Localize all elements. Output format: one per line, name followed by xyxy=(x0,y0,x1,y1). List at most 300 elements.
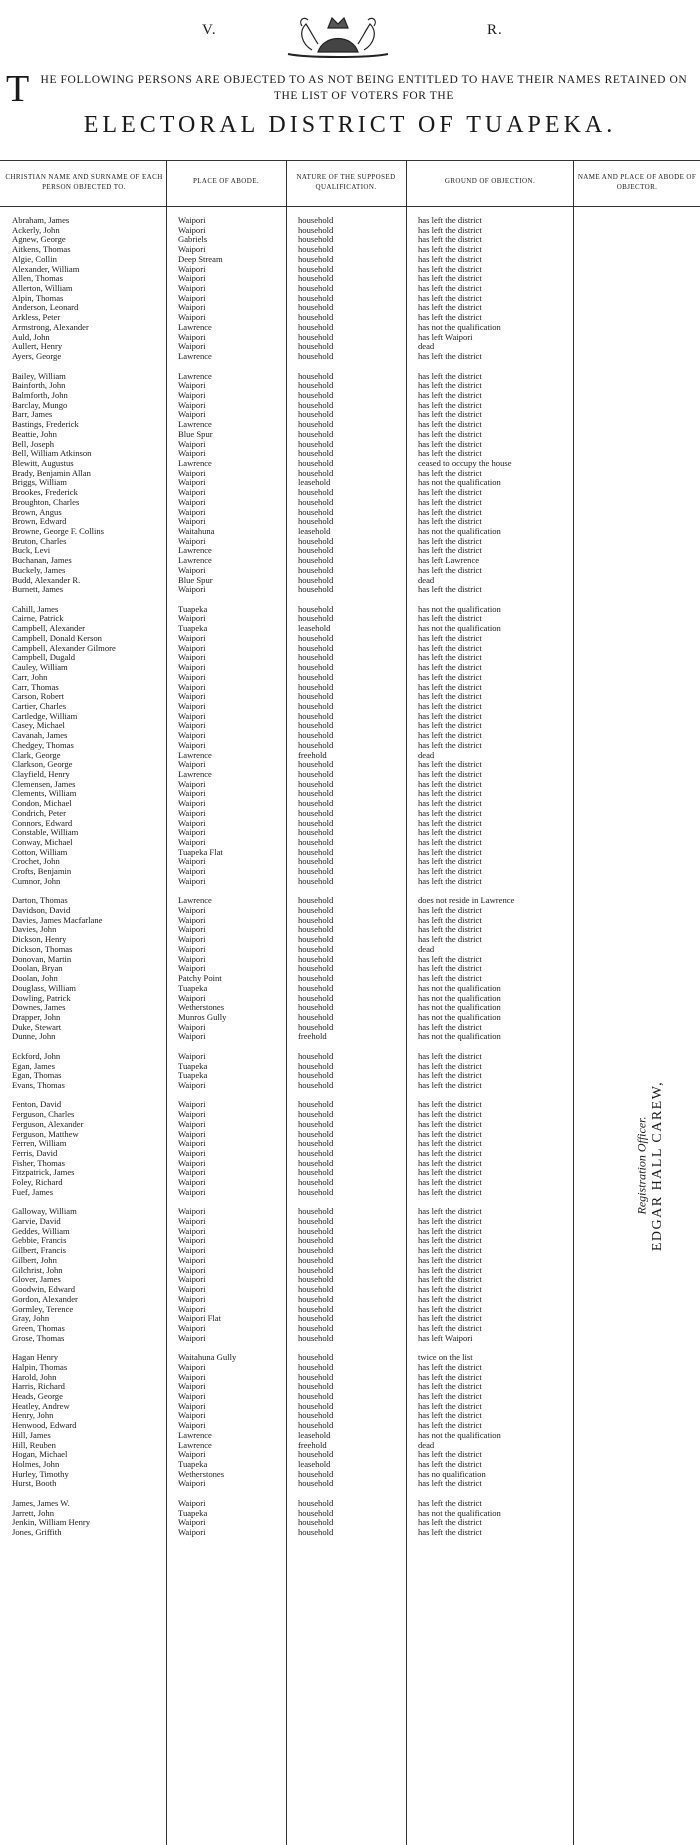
voter-name: Campbell, Alexander Gilmore xyxy=(12,643,116,653)
qualification: household xyxy=(298,1265,334,1275)
ground-of-objection: has left the district xyxy=(418,245,482,255)
table-row xyxy=(0,1450,700,1460)
qualification: household xyxy=(298,284,334,294)
table-row xyxy=(0,663,700,673)
table-row xyxy=(0,255,700,265)
voter-name: Dickson, Henry xyxy=(12,935,67,945)
voter-name: Ayers, George xyxy=(12,352,62,362)
place-of-abode: Waipori xyxy=(178,1498,206,1508)
page-header xyxy=(0,0,700,150)
table-row xyxy=(0,702,700,712)
place-of-abode: Waipori xyxy=(178,1187,206,1197)
voter-name: Darton, Thomas xyxy=(12,896,68,906)
place-of-abode: Waipori xyxy=(178,1149,206,1158)
ground-of-objection: has left the district xyxy=(418,1314,482,1324)
place-of-abode: Lawrence xyxy=(178,750,212,760)
table-row xyxy=(0,809,700,819)
place-of-abode: Waipori xyxy=(178,565,206,575)
place-of-abode: Waipori xyxy=(178,614,206,624)
table-row xyxy=(0,857,700,867)
place-of-abode: Waipori xyxy=(178,915,206,925)
ground-of-objection: has left the district xyxy=(418,1479,482,1489)
table-row xyxy=(0,498,700,508)
ground-of-objection: dead xyxy=(418,575,435,585)
place-of-abode: Waipori xyxy=(178,1333,206,1343)
qualification: household xyxy=(298,410,334,420)
ground-of-objection: has left the district xyxy=(418,1518,482,1528)
qualification: household xyxy=(298,682,334,692)
qualification: household xyxy=(298,332,334,342)
ground-of-objection: has left the district xyxy=(418,1022,482,1032)
voter-name: Henwood, Edward xyxy=(12,1421,77,1431)
place-of-abode: Lawrence xyxy=(178,1440,212,1450)
voter-name: Ferren, William xyxy=(12,1139,67,1149)
ground-of-objection: has left the district xyxy=(418,565,482,575)
place-of-abode: Waipori xyxy=(178,1450,206,1460)
qualification: household xyxy=(298,381,334,391)
place-of-abode: Waipori xyxy=(178,1207,206,1217)
voter-name: Condrich, Peter xyxy=(12,808,66,818)
qualification: household xyxy=(298,721,334,731)
table-row xyxy=(0,391,700,401)
place-of-abode: Waipori xyxy=(178,954,206,964)
group-spacer xyxy=(0,362,700,372)
voter-name: Drapper, John xyxy=(12,1012,61,1022)
qualification: household xyxy=(298,935,334,945)
voter-name: Davies, James Macfarlane xyxy=(12,915,103,925)
ground-of-objection: does not reside in Lawrence xyxy=(418,896,515,906)
qualification: household xyxy=(298,974,334,984)
qualification: household xyxy=(298,1323,334,1333)
place-of-abode: Waipori xyxy=(178,672,206,682)
place-of-abode: Waipori xyxy=(178,701,206,711)
right-initial: R. xyxy=(487,22,503,38)
qualification: household xyxy=(298,1158,334,1168)
voter-name: Gilchrist, John xyxy=(12,1265,63,1275)
ground-of-objection: has left the district xyxy=(418,235,482,245)
qualification: household xyxy=(298,536,334,546)
column-header-name: CHRISTIAN NAME AND SURNAME OF EACH PERSON OBJECTED TO. xyxy=(5,173,163,191)
place-of-abode: Wetherstones xyxy=(178,1003,225,1013)
table-row xyxy=(0,1324,700,1334)
place-of-abode: Waipori xyxy=(178,740,206,750)
table-row xyxy=(0,848,700,858)
table-row xyxy=(0,1023,700,1033)
place-of-abode: Waipori xyxy=(178,760,206,770)
table-row xyxy=(0,1256,700,1266)
qualification: household xyxy=(298,1051,334,1061)
ground-of-objection: has left the district xyxy=(418,1110,482,1120)
voter-name: Clarkson, George xyxy=(12,760,73,770)
ground-of-objection: has left the district xyxy=(418,400,482,410)
ground-of-objection: has left the district xyxy=(418,653,482,663)
table-row xyxy=(0,653,700,663)
ground-of-objection: has not the qualification xyxy=(418,624,501,634)
qualification: household xyxy=(298,1061,334,1071)
place-of-abode: Waipori xyxy=(178,1158,206,1168)
ground-of-objection: has left Lawrence xyxy=(418,556,480,566)
voter-name: Budd, Alexander R. xyxy=(12,575,81,585)
voter-name: Browne, George F. Collins xyxy=(12,527,105,536)
place-of-abode: Waipori xyxy=(178,1372,206,1382)
qualification: household xyxy=(298,488,334,498)
place-of-abode: Tuapeka xyxy=(178,1071,208,1081)
ground-of-objection: has left the district xyxy=(418,1080,482,1090)
place-of-abode: Waipori xyxy=(178,993,206,1003)
ground-of-objection: has not the qualification xyxy=(418,527,501,536)
qualification: household xyxy=(298,867,334,877)
voter-name: Foley, Richard xyxy=(12,1178,63,1188)
place-of-abode: Waipori xyxy=(178,1129,206,1139)
qualification: leasehold xyxy=(298,624,331,634)
place-of-abode: Waipori xyxy=(178,303,206,313)
qualification: household xyxy=(298,303,334,313)
voter-name: Chedgey, Thomas xyxy=(12,740,74,750)
ground-of-objection: has left the district xyxy=(418,468,482,478)
table-row xyxy=(0,372,700,382)
ground-of-objection: has left the district xyxy=(418,808,482,818)
place-of-abode: Waipori xyxy=(178,1294,206,1304)
voter-name: Bastings, Frederick xyxy=(12,420,79,430)
table-row xyxy=(0,537,700,547)
ground-of-objection: has left the district xyxy=(418,1178,482,1188)
qualification: household xyxy=(298,769,334,779)
voter-name: Henry, John xyxy=(12,1411,54,1421)
place-of-abode: Waipori xyxy=(178,1168,206,1178)
place-of-abode: Waipori xyxy=(178,925,206,935)
voter-name: Gray, John xyxy=(12,1314,50,1324)
ground-of-objection: has left the district xyxy=(418,633,482,643)
intro-line: HE FOLLOWING PERSONS ARE OBJECTED TO AS NOT BEING ENTITLED TO HAVE THEIR NAMES RETAINED ON THE LIST OF VOTERS FOR THE xyxy=(40,74,688,102)
qualification: household xyxy=(298,264,334,274)
qualification: household xyxy=(298,1207,334,1217)
place-of-abode: Waipori xyxy=(178,935,206,945)
ground-of-objection: has left the district xyxy=(418,1236,482,1246)
ground-of-objection: has not the qualification xyxy=(418,1003,501,1013)
place-of-abode: Waipori xyxy=(178,488,206,498)
voter-name: Davidson, David xyxy=(12,906,71,916)
voter-name: Crofts, Benjamin xyxy=(12,867,72,877)
qualification: household xyxy=(298,731,334,741)
place-of-abode: Waipori xyxy=(178,867,206,877)
qualification: household xyxy=(298,1100,334,1110)
qualification: household xyxy=(298,1333,334,1343)
place-of-abode: Waipori xyxy=(178,390,206,400)
ground-of-objection: has not the qualification xyxy=(418,983,501,993)
ground-of-objection: has left the district xyxy=(418,682,482,692)
ground-of-objection: has left the district xyxy=(418,1149,482,1158)
place-of-abode: Waipori xyxy=(178,400,206,410)
table-row xyxy=(0,1314,700,1324)
place-of-abode: Waipori xyxy=(178,643,206,653)
place-of-abode: Waipori xyxy=(178,653,206,663)
ground-of-objection: has left the district xyxy=(418,828,482,838)
ground-of-objection: has left the district xyxy=(418,1226,482,1236)
place-of-abode: Waipori xyxy=(178,1479,206,1489)
place-of-abode: Tuapeka Flat xyxy=(178,847,223,857)
ground-of-objection: has left the district xyxy=(418,1168,482,1178)
ground-of-objection: has left the district xyxy=(418,1071,482,1081)
place-of-abode: Waipori xyxy=(178,216,206,225)
qualification: household xyxy=(298,633,334,643)
ground-of-objection: has left the district xyxy=(418,964,482,974)
table-top-rule xyxy=(0,160,700,161)
place-of-abode: Waipori xyxy=(178,410,206,420)
voter-name: Cahill, James xyxy=(12,604,59,614)
table-row xyxy=(0,1382,700,1392)
voter-name: Brown, Angus xyxy=(12,507,62,517)
place-of-abode: Waipori xyxy=(178,274,206,284)
table-row xyxy=(0,614,700,624)
table-row xyxy=(0,731,700,741)
table-row xyxy=(0,974,700,984)
place-of-abode: Waipori xyxy=(178,1110,206,1120)
table-row xyxy=(0,1207,700,1217)
ground-of-objection: has left Waipori xyxy=(418,1333,473,1343)
place-of-abode: Waipori xyxy=(178,1178,206,1188)
group-spacer xyxy=(0,1091,700,1101)
voter-name: Campbell, Dugald xyxy=(12,653,76,663)
table-row xyxy=(0,605,700,615)
place-of-abode: Waipori xyxy=(178,682,206,692)
page-title: ELECTORAL DISTRICT OF TUAPEKA. xyxy=(83,112,617,138)
voter-name: Hurst, Booth xyxy=(12,1479,57,1489)
voter-name: Allen, Thomas xyxy=(12,274,63,284)
voter-name: Cotton, William xyxy=(12,847,68,857)
table-row xyxy=(0,420,700,430)
qualification: household xyxy=(298,1518,334,1528)
voter-name: Campbell, Alexander xyxy=(12,624,86,634)
voter-name: Holmes, John xyxy=(12,1460,60,1469)
voter-name: Buck, Levi xyxy=(12,546,51,556)
qualification: household xyxy=(298,1139,334,1149)
qualification: household xyxy=(298,808,334,818)
qualification: household xyxy=(298,1382,334,1392)
place-of-abode: Waipori xyxy=(178,876,206,886)
voter-name: Jarrett, John xyxy=(12,1508,55,1518)
voter-name: Alexander, William xyxy=(12,264,80,274)
voter-name: Heatley, Andrew xyxy=(12,1401,70,1411)
table-row xyxy=(0,867,700,877)
ground-of-objection: has left the district xyxy=(418,517,482,527)
ground-of-objection: has left the district xyxy=(418,381,482,391)
voter-name: Heads, George xyxy=(12,1391,63,1401)
table-row xyxy=(0,556,700,566)
voter-name: Allerton, William xyxy=(12,284,73,294)
group-spacer xyxy=(0,1198,700,1208)
voter-name: Fuef, James xyxy=(12,1187,54,1197)
ground-of-objection: has left the district xyxy=(418,1265,482,1275)
table-row xyxy=(0,780,700,790)
voter-name: Clark, George xyxy=(12,750,61,760)
qualification: household xyxy=(298,1246,334,1256)
qualification: household xyxy=(298,1362,334,1372)
table-row xyxy=(0,469,700,479)
voter-name: Abraham, James xyxy=(12,216,70,225)
voter-name: Barclay, Mungo xyxy=(12,400,68,410)
voter-name: Casey, Michael xyxy=(12,721,65,731)
table-row xyxy=(0,478,700,488)
voter-name: Davies, John xyxy=(12,925,57,935)
voter-name: Jones, Griffith xyxy=(12,1528,62,1538)
ground-of-objection: has left the district xyxy=(418,303,482,313)
table-row xyxy=(0,284,700,294)
table-row xyxy=(0,877,700,887)
table-row xyxy=(0,1110,700,1120)
qualification: household xyxy=(298,458,334,468)
voter-name: Agnew, George xyxy=(12,235,66,245)
qualification: leasehold xyxy=(298,1460,331,1469)
left-initial: V. xyxy=(202,22,217,38)
voter-name: Downes, James xyxy=(12,1003,66,1013)
qualification: household xyxy=(298,614,334,624)
table-row xyxy=(0,994,700,1004)
table-row xyxy=(0,1032,700,1042)
qualification: household xyxy=(298,799,334,809)
place-of-abode: Waipori xyxy=(178,721,206,731)
place-of-abode: Waipori xyxy=(178,779,206,789)
table-row xyxy=(0,1149,700,1159)
ground-of-objection: has left the district xyxy=(418,293,482,303)
place-of-abode: Waipori xyxy=(178,1080,206,1090)
voter-name: Dunne, John xyxy=(12,1032,56,1042)
table-row xyxy=(0,430,700,440)
voter-name: Gormley, Terence xyxy=(12,1304,74,1314)
place-of-abode: Lawrence xyxy=(178,896,212,906)
signature-name: EDGAR HALL CAREW, xyxy=(650,1080,665,1252)
voter-name: Egan, James xyxy=(12,1061,55,1071)
ground-of-objection: has left the district xyxy=(418,254,482,264)
ground-of-objection: dead xyxy=(418,750,435,760)
ground-of-objection: has not the qualification xyxy=(418,322,501,332)
column-header-objector: NAME AND PLACE OF ABODE OF OBJECTOR. xyxy=(577,173,697,191)
voter-name: Halpin, Thomas xyxy=(12,1362,68,1372)
voter-name: Algie, Collin xyxy=(12,254,57,264)
place-of-abode: Waipori xyxy=(178,449,206,459)
voter-name: Geddes, William xyxy=(12,1226,70,1236)
place-of-abode: Tuapeka xyxy=(178,1061,208,1071)
place-of-abode: Waipori xyxy=(178,731,206,741)
ground-of-objection: has left the district xyxy=(418,1285,482,1295)
place-of-abode: Waipori xyxy=(178,381,206,391)
qualification: household xyxy=(298,838,334,847)
place-of-abode: Waipori xyxy=(178,692,206,702)
voter-name: Gordon, Alexander xyxy=(12,1294,78,1304)
qualification: household xyxy=(298,1421,334,1431)
voter-name: Hill, Reuben xyxy=(12,1440,56,1450)
place-of-abode: Tuapeka xyxy=(178,1460,208,1469)
table-row xyxy=(0,1479,700,1489)
qualification: household xyxy=(298,876,334,886)
place-of-abode: Lawrence xyxy=(178,556,212,566)
ground-of-objection: has left the district xyxy=(418,1460,482,1469)
voter-name: Cartier, Charles xyxy=(12,701,67,711)
table-row xyxy=(0,508,700,518)
voter-name: Ackerly, John xyxy=(12,225,60,235)
place-of-abode: Wetherstones xyxy=(178,1469,225,1479)
qualification: household xyxy=(298,254,334,264)
table-row xyxy=(0,323,700,333)
qualification: household xyxy=(298,313,334,323)
drop-cap: T xyxy=(6,68,30,110)
place-of-abode: Waipori xyxy=(178,478,206,488)
qualification: household xyxy=(298,818,334,828)
table-row xyxy=(0,1509,700,1519)
qualification: household xyxy=(298,352,334,362)
ground-of-objection: has left the district xyxy=(418,711,482,721)
table-row xyxy=(0,274,700,284)
table-row xyxy=(0,1139,700,1149)
place-of-abode: Lawrence xyxy=(178,322,212,332)
voter-name: James, James W. xyxy=(12,1498,70,1508)
place-of-abode: Waipori xyxy=(178,818,206,828)
voter-name: Armstrong, Alexander xyxy=(12,322,89,332)
objection-table xyxy=(0,160,700,1845)
qualification: household xyxy=(298,1012,334,1022)
ground-of-objection: has left the district xyxy=(418,974,482,984)
ground-of-objection: has not the qualification xyxy=(418,478,501,488)
qualification: household xyxy=(298,1479,334,1489)
ground-of-objection: has left the district xyxy=(418,614,482,624)
place-of-abode: Waipori xyxy=(178,838,206,847)
place-of-abode: Waipori xyxy=(178,1421,206,1431)
voter-name: Eckford, John xyxy=(12,1051,61,1061)
place-of-abode: Lawrence xyxy=(178,458,212,468)
voter-name: Brown, Edward xyxy=(12,517,67,527)
voter-name: Green, Thomas xyxy=(12,1323,65,1333)
place-of-abode: Waipori xyxy=(178,857,206,867)
ground-of-objection: has left the district xyxy=(418,488,482,498)
table-row xyxy=(0,1120,700,1130)
table-row xyxy=(0,235,700,245)
table-row xyxy=(0,1062,700,1072)
voter-name: Barr, James xyxy=(12,410,53,420)
place-of-abode: Waipori xyxy=(178,808,206,818)
ground-of-objection: has left the district xyxy=(418,954,482,964)
voter-name: Gilbert, John xyxy=(12,1255,57,1265)
place-of-abode: Lawrence xyxy=(178,352,212,362)
table-row xyxy=(0,634,700,644)
table-row xyxy=(0,440,700,450)
table-row xyxy=(0,459,700,469)
place-of-abode: Lawrence xyxy=(178,371,212,381)
table-row xyxy=(0,1373,700,1383)
table-row xyxy=(0,770,700,780)
qualification: freehold xyxy=(298,1032,327,1042)
table-row xyxy=(0,1246,700,1256)
qualification: household xyxy=(298,1022,334,1032)
place-of-abode: Waipori xyxy=(178,332,206,342)
qualification: household xyxy=(298,1119,334,1129)
ground-of-objection: has left the district xyxy=(418,818,482,828)
place-of-abode: Waipori xyxy=(178,1236,206,1246)
table-row xyxy=(0,1441,700,1451)
voter-name: Carr, Thomas xyxy=(12,682,59,692)
place-of-abode: Patchy Point xyxy=(178,974,222,984)
qualification: household xyxy=(298,342,334,352)
place-of-abode: Munros Gully xyxy=(178,1012,227,1022)
place-of-abode: Waipori xyxy=(178,245,206,255)
voter-name: Doolan, John xyxy=(12,974,58,984)
voter-name: Auld, John xyxy=(12,332,50,342)
voter-name: Condon, Michael xyxy=(12,799,72,809)
table-row xyxy=(0,828,700,838)
qualification: household xyxy=(298,1304,334,1314)
ground-of-objection: has left the district xyxy=(418,867,482,877)
qualification: household xyxy=(298,954,334,964)
table-row xyxy=(0,1460,700,1470)
ground-of-objection: has left the district xyxy=(418,1421,482,1431)
